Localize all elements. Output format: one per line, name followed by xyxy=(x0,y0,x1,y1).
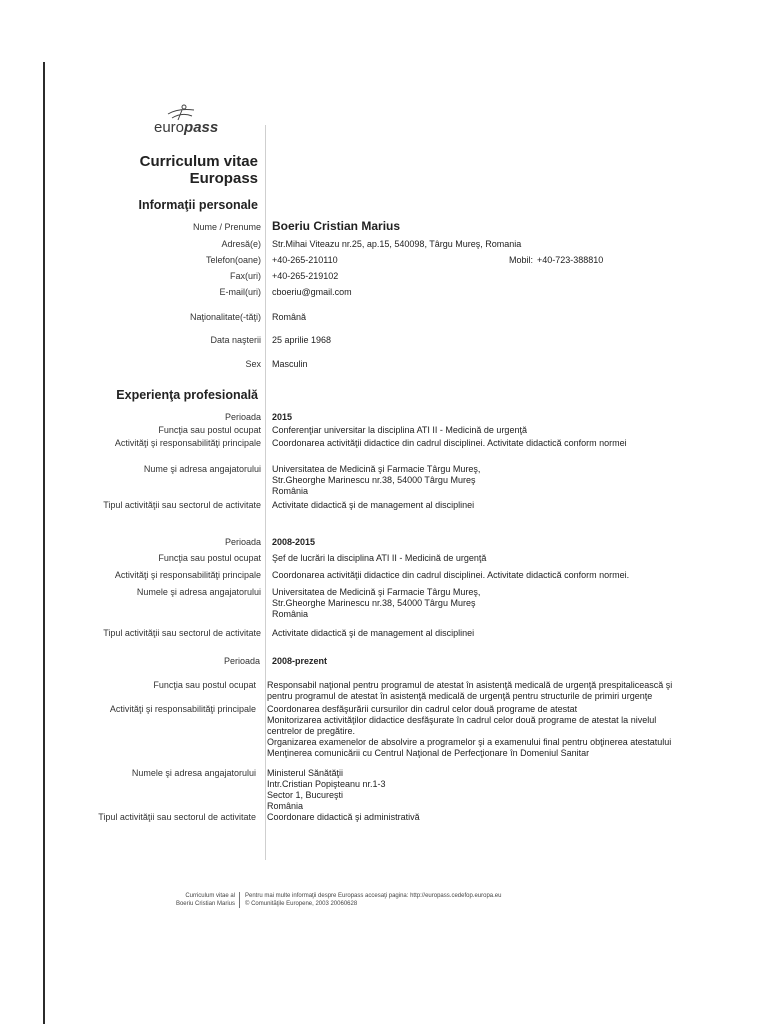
mobile-label: Mobil: xyxy=(509,255,534,265)
footer-right-line2: © Comunităţile Europene, 2003 20060628 xyxy=(245,901,358,907)
period-label: Perioada xyxy=(224,412,261,422)
nationality-value: Română xyxy=(272,312,307,322)
function-value: Şef de lucrări la disciplina ATI II - Medicină de urgenţă xyxy=(272,553,487,563)
employer-line: Universitatea de Medicină şi Farmacie Târgu Mureş, xyxy=(272,587,481,597)
footer-right xyxy=(245,892,501,908)
activities-value xyxy=(267,704,671,759)
sector-value: Activitate didactică şi de management al disciplinei xyxy=(272,500,475,510)
employer-line: Sector 1, Bucureşti xyxy=(267,790,344,800)
cv-title xyxy=(140,153,258,187)
period-value: 2008-2015 xyxy=(272,537,316,547)
function-label: Funcţia sau postul ocupat xyxy=(153,680,256,690)
employer-line: Str.Gheorghe Marinescu nr.38, 54000 Târgu Mureş xyxy=(272,475,476,485)
activities-label: Activităţi şi responsabilităţi principale xyxy=(114,570,261,580)
address-value: Str.Mihai Viteazu nr.25, ap.15, 540098, Târgu Mureş, Romania xyxy=(272,239,522,249)
employer-line: Intr.Cristian Popişteanu nr.1-3 xyxy=(267,779,386,789)
fax-value: +40-265-219102 xyxy=(272,271,339,281)
sex-value: Masculin xyxy=(272,359,308,369)
function-label: Funcţia sau postul ocupat xyxy=(158,553,261,563)
mobile-value: +40-723-388810 xyxy=(537,255,604,265)
phone-value: +40-265-210110 xyxy=(272,255,338,265)
sector-label: Tipul activităţii sau sectorul de activitate xyxy=(103,628,261,638)
email-value[interactable]: cboeriu@gmail.com xyxy=(272,287,352,297)
activities-label: Activităţi şi responsabilităţi principale xyxy=(114,438,261,448)
sex-label: Sex xyxy=(245,359,261,369)
activities-line: Coordonarea desfăşurării cursurilor din cadrul celor două programe de atestat xyxy=(267,704,578,714)
footer-left xyxy=(176,892,235,908)
employer-line: România xyxy=(267,801,304,811)
activities-line: centrelor de pregătire. xyxy=(267,726,356,736)
employer-line: România xyxy=(272,609,309,619)
employer-line: România xyxy=(272,486,309,496)
name-label: Nume / Prenume xyxy=(192,222,261,232)
function-value: Conferenţiar universitar la disciplina ATI II - Medicină de urgenţă xyxy=(272,425,527,435)
employer-value xyxy=(272,587,480,620)
employer-label: Numele şi adresa angajatorului xyxy=(131,768,256,778)
employer-line: Str.Gheorghe Marinescu nr.38, 54000 Târgu Mureş xyxy=(272,598,476,608)
column-divider xyxy=(265,125,266,860)
personal-info-heading: Informaţii personale xyxy=(138,198,258,212)
birthdate-label: Data naşterii xyxy=(210,335,261,345)
nationality-label: Naţionalitate(-tăţi) xyxy=(189,312,261,322)
footer-right-line1: Pentru mai multe informaţii despre Europass accesaţi pagina: http://europass.cedefop.europa.eu xyxy=(245,893,502,899)
fax-label: Fax(uri) xyxy=(230,271,261,281)
address-label: Adresă(e) xyxy=(221,239,261,249)
activities-line: Monitorizarea activităţilor didactice desfăşurate în cadrul celor două programe de atestat la nivelul xyxy=(267,715,657,725)
period-label: Perioada xyxy=(224,537,261,547)
sector-label: Tipul activităţii sau sectorul de activitate xyxy=(103,500,261,510)
footer-separator xyxy=(239,892,240,908)
activities-line: Organizarea examenelor de absolvire a programelor şi a examenului final pentru obţinerea atestatului xyxy=(267,737,672,747)
employer-label: Numele şi adresa angajatorului xyxy=(136,587,261,597)
employer-line: Ministerul Sănătăţii xyxy=(267,768,344,778)
period-label: Perioada xyxy=(223,656,260,666)
employer-value xyxy=(272,464,480,497)
birthdate-value: 25 aprilie 1968 xyxy=(272,335,332,345)
function-value xyxy=(267,680,672,702)
europass-logo xyxy=(154,104,234,140)
activities-line: Menţinerea comunicării cu Centrul Naţional de Perfecţionare în Domeniul Sanitar xyxy=(267,748,590,758)
experience-heading: Experienţa profesională xyxy=(116,388,258,402)
cv-title-line2: Europass xyxy=(189,170,258,187)
phone-label: Telefon(oane) xyxy=(205,255,261,265)
employer-line: Universitatea de Medicină şi Farmacie Târgu Mureş, xyxy=(272,464,481,474)
activities-value: Coordonarea activităţii didactice din cadrul disciplinei. Activitate didactică conform normei xyxy=(272,438,627,448)
period-value: 2015 xyxy=(272,412,293,422)
name-value: Boeriu Cristian Marius xyxy=(272,219,401,233)
activities-label: Activităţi şi responsabilităţi principale xyxy=(109,704,256,714)
sector-label: Tipul activităţii sau sectorul de activitate xyxy=(98,812,256,822)
scan-edge xyxy=(43,62,45,1024)
function-label: Funcţia sau postul ocupat xyxy=(158,425,261,435)
cv-title-line1: Curriculum vitae xyxy=(139,153,258,170)
function-line: Responsabil naţional pentru programul de atestat în asistenţă medicală de urgenţă prespitalicească şi xyxy=(267,680,673,690)
employer-label: Nume şi adresa angajatorului xyxy=(143,464,261,474)
email-label: E-mail(uri) xyxy=(219,287,261,297)
logo-suffix: pass xyxy=(184,119,219,136)
activities-value: Coordonarea activităţii didactice din cadrul disciplinei. Activitate didactică conform normei. xyxy=(272,570,630,580)
footer-left-line1: Curriculum vitae al xyxy=(185,893,235,899)
employer-value xyxy=(267,768,386,812)
period-value: 2008-prezent xyxy=(272,656,328,666)
sector-value: Coordonare didactică şi administrativă xyxy=(267,812,420,822)
function-line: pentru programul de atestat în asistenţă medicală de urgenţă pentru structurile de primiri urgenţe xyxy=(267,691,653,701)
footer-left-line2: Boeriu Cristian Marius xyxy=(175,901,235,907)
sector-value: Activitate didactică şi de management al disciplinei xyxy=(272,628,475,638)
logo-prefix: euro xyxy=(154,119,185,136)
